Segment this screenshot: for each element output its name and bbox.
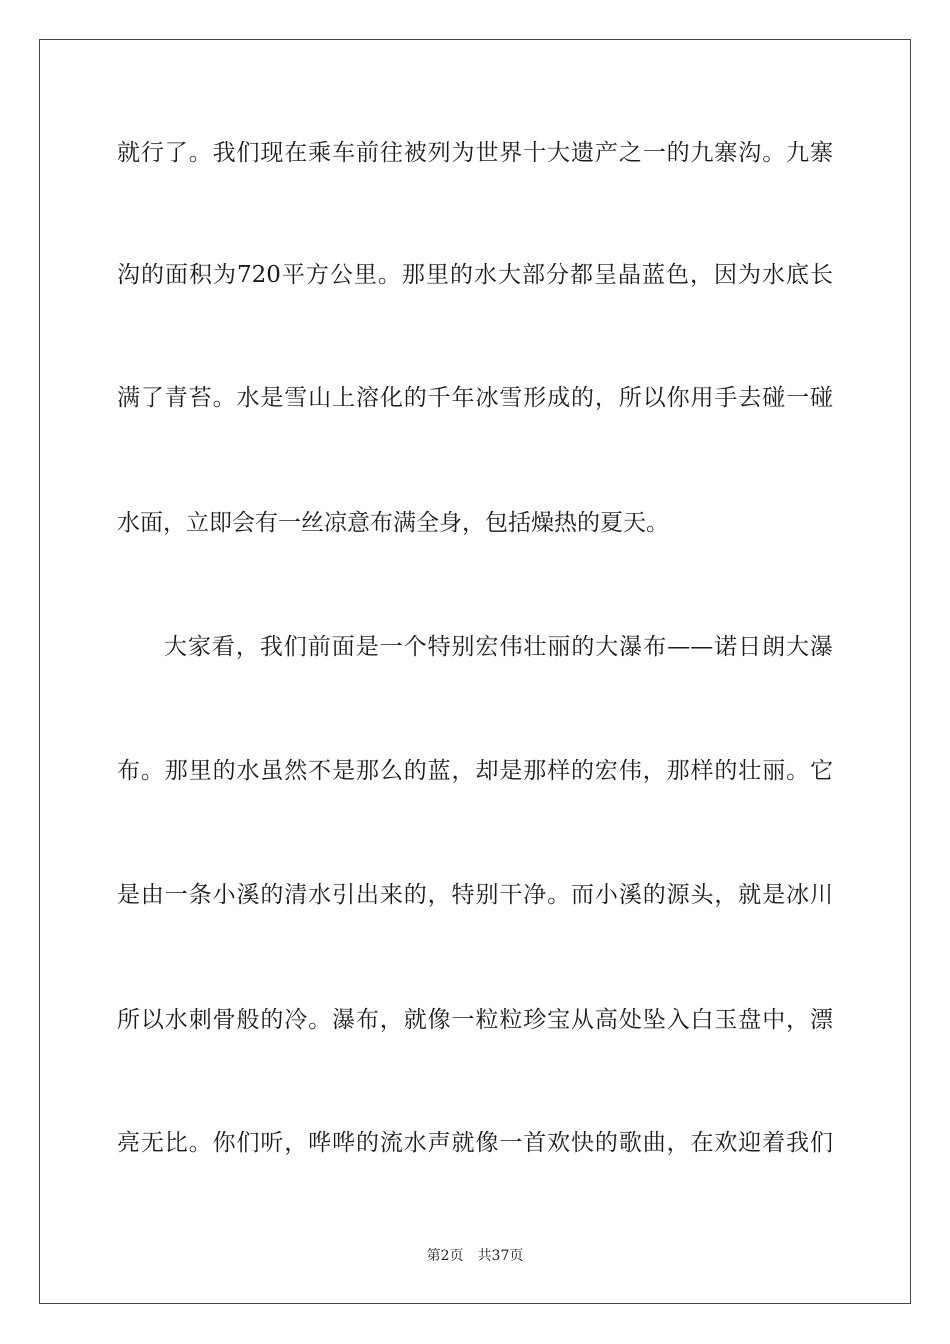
body-text-line: 水面，立即会有一丝凉意布满全身，包括燥热的夏天。 [117, 510, 669, 536]
body-text-line: 亮无比。你们听，哗哗的流水声就像一首欢快的歌曲，在欢迎着我们 [117, 1130, 833, 1156]
body-text-line: 布。那里的水虽然不是那么的蓝，却是那样的宏伟，那样的壮丽。它 [117, 758, 833, 784]
page-frame [39, 39, 911, 1304]
body-text-line: 大家看，我们前面是一个特别宏伟壮丽的大瀑布——诺日朗大瀑 [164, 634, 833, 660]
page-footer [0, 1246, 950, 1266]
body-text-line: 满了青苔。水是雪山上溶化的千年冰雪形成的，所以你用手去碰一碰 [117, 385, 833, 411]
page-total: 共37页 [477, 1248, 524, 1264]
body-text-line: 就行了。我们现在乘车前往被列为世界十大遗产之一的九寨沟。九寨 [117, 140, 833, 166]
body-text-line: 是由一条小溪的清水引出来的，特别干净。而小溪的源头，就是冰川 [117, 882, 833, 908]
body-text-line: 沟的面积为720平方公里。那里的水大部分都呈晶蓝色，因为水底长 [117, 262, 833, 288]
page-number: 第2页 [426, 1248, 464, 1264]
body-text-line: 所以水刺骨般的冷。瀑布，就像一粒粒珍宝从高处坠入白玉盘中，漂 [117, 1007, 833, 1033]
